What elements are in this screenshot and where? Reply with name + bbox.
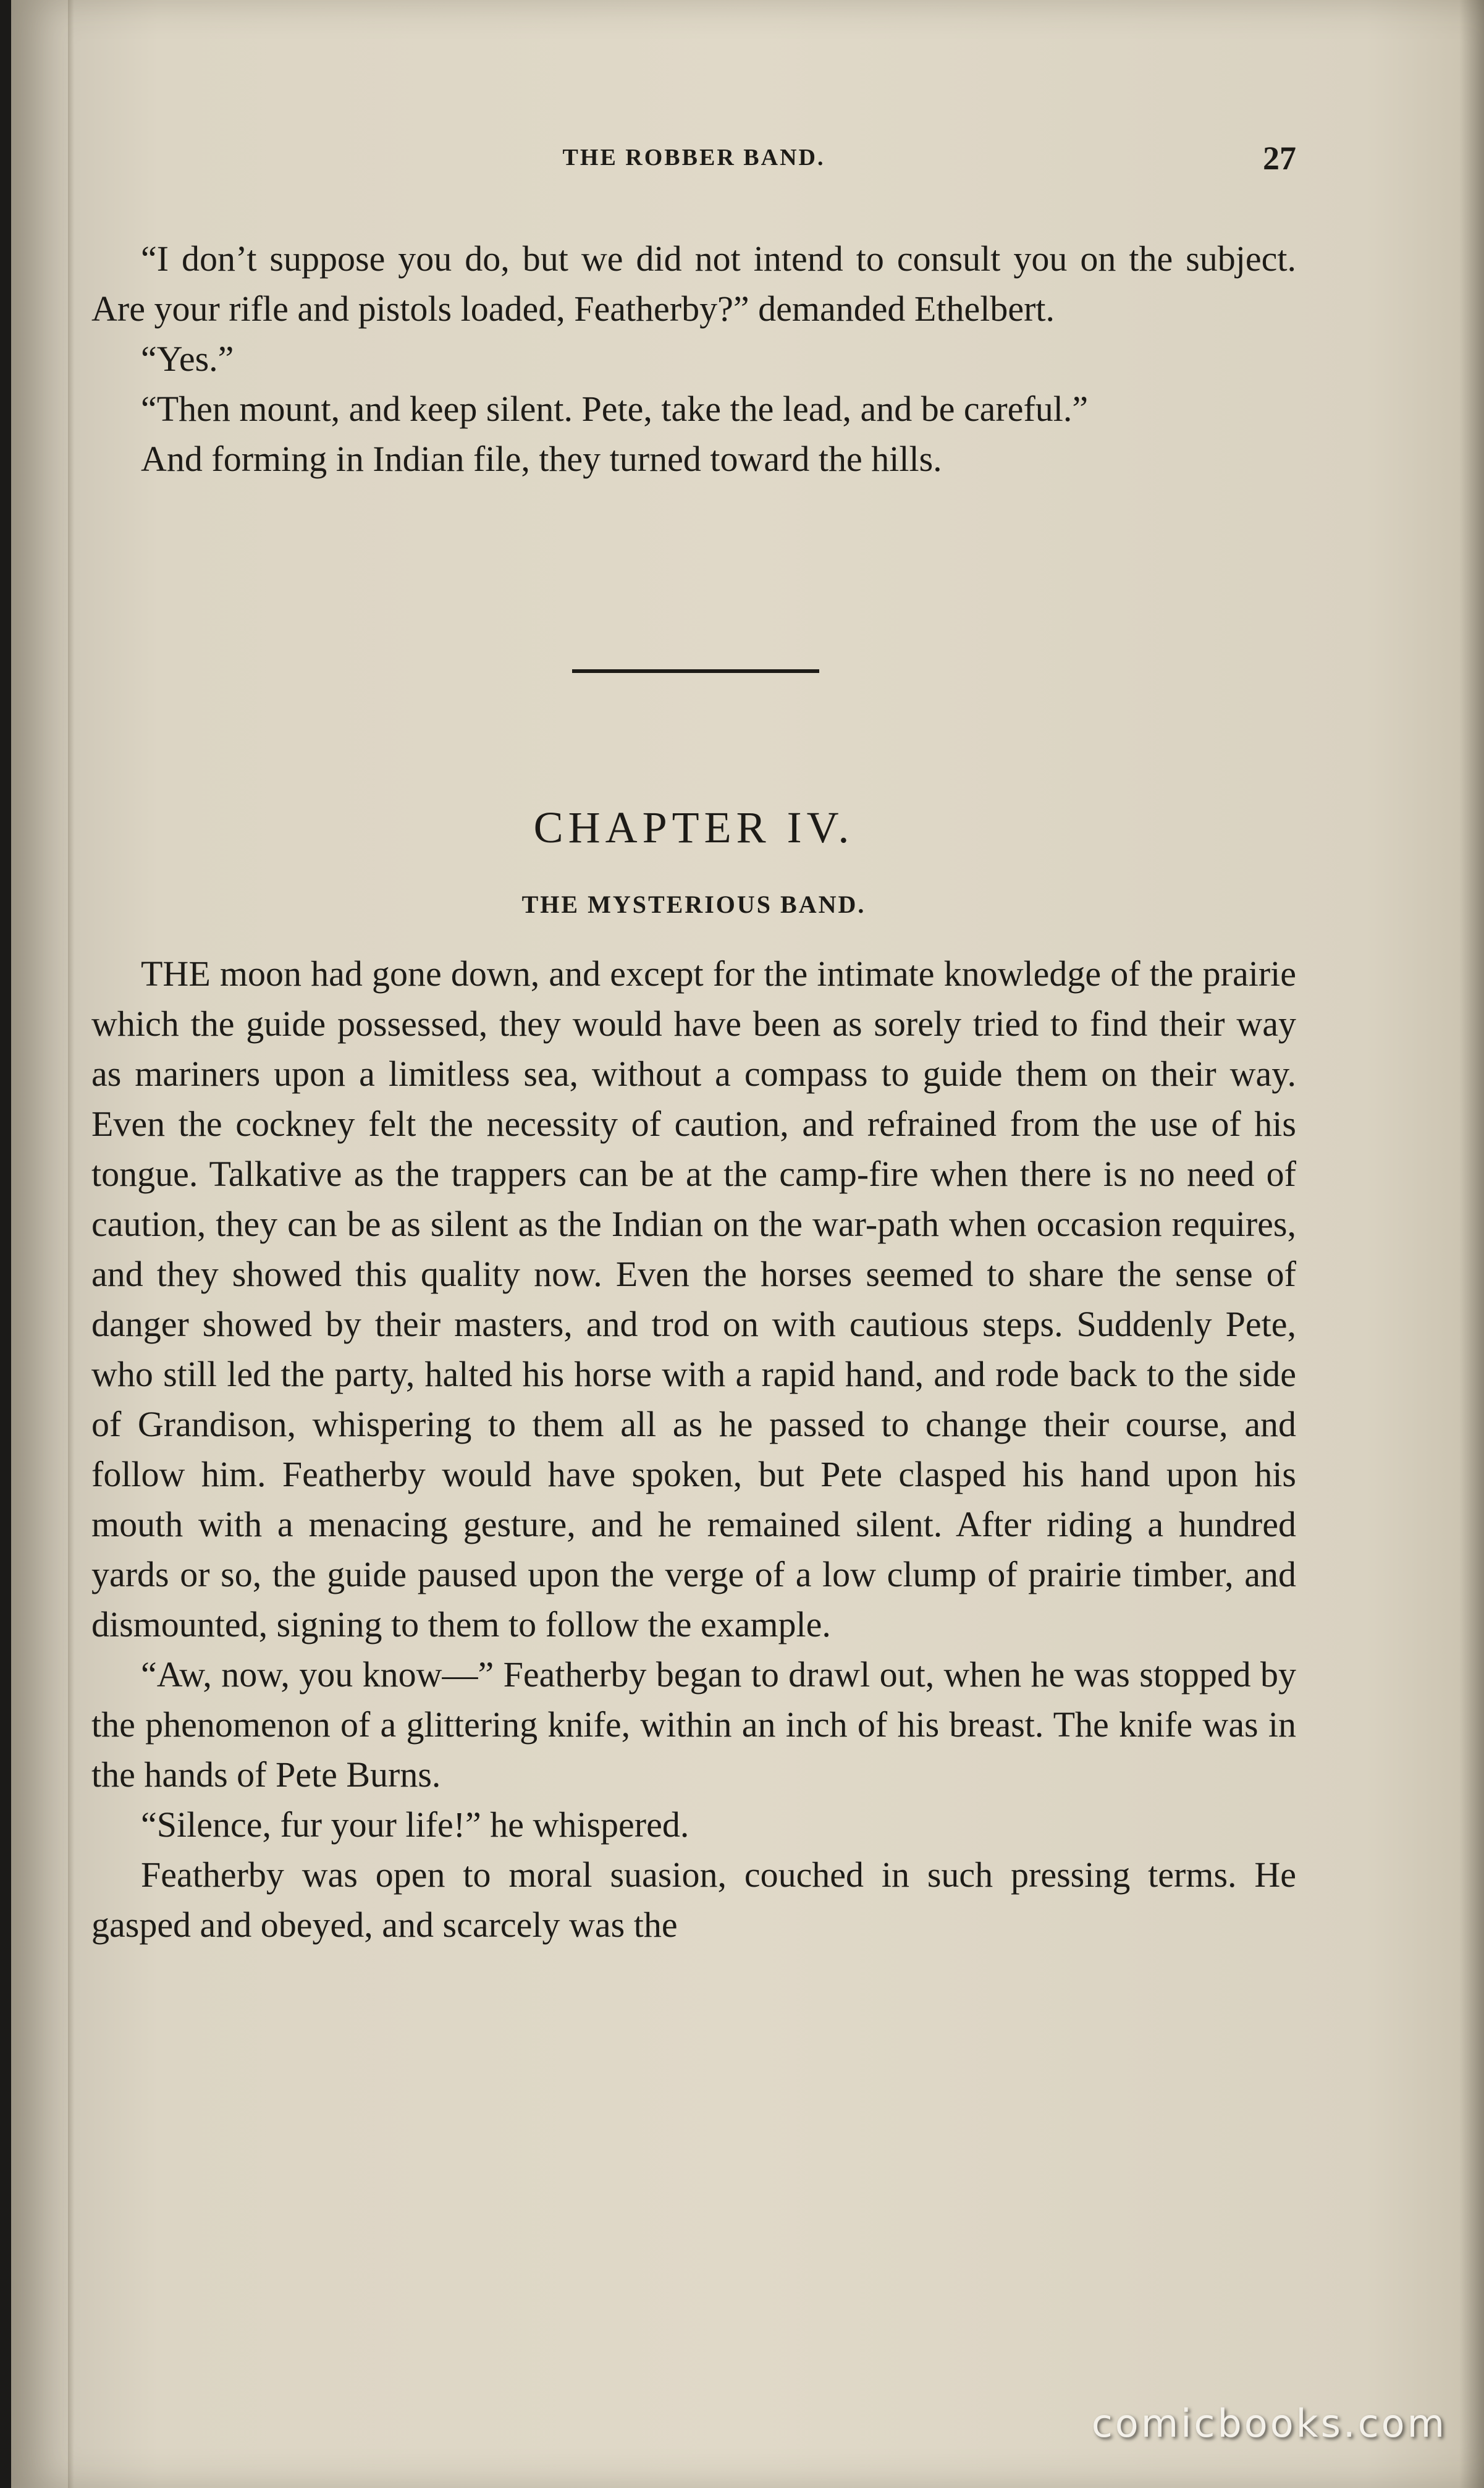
paragraph: “Aw, now, you know—” Featherby began to drawl out, when he was stopped by the phenomenon of a glittering knife, within an inch of his breast. The knife was in the hands of Pete Burns. — [91, 1654, 1296, 1795]
chapter-subtitle: THE MYSTERIOUS BAND. — [521, 891, 866, 918]
section-end-text — [91, 234, 1296, 484]
watermark: comicbooks.com — [1091, 2401, 1447, 2446]
paragraph: “Yes.” — [141, 339, 234, 379]
paragraph: “Silence, fur your life!” he whispered. — [141, 1805, 689, 1845]
running-head-title: THE ROBBER BAND. — [562, 145, 825, 171]
paragraph: Featherby was open to moral suasion, couched in such pressing terms. He gasped and obeyed, and scarcely was the — [91, 1855, 1296, 1945]
gutter-shadow — [68, 0, 74, 2488]
page-edge-shadow — [1459, 0, 1484, 2488]
chapter-body-text — [91, 949, 1296, 1950]
paragraph: And forming in Indian file, they turned toward the hills. — [141, 439, 942, 479]
paragraph: “I don’t suppose you do, but we did not intend to consult you on the subject. Are your rifle and pistols loaded, Featherby?” demanded Ethelbert. — [91, 239, 1296, 329]
book-page — [11, 0, 1484, 2488]
section-divider-rule — [572, 669, 819, 673]
chapter-title: CHAPTER IV. — [533, 803, 854, 852]
paragraph: THE moon had gone down, and except for the intimate knowledge of the prairie which the guide possessed, they would have been as sorely tried to find their way as mariners upon a limitless sea, without a compass to guide them on their way. Even the cockney felt the necessity of caution, and refrained from the use of his tongue. Talkative as the trappers can be at the camp-fire when there is no need of caution, they can be as silent as the Indian on the war-path when occasion requires, and they showed this quality now. Even the horses seemed to share the sense of danger showed by their masters, and trod on with cautious steps. Suddenly Pete, who still led the party, halted his horse with a rapid hand, and rode back to the side of Grandison, whispering to them all as he passed to change their course, and follow him. Featherby would have spoken, but Pete clasped his hand upon his mouth with a menacing gesture, and he remained silent. After riding a hundred yards or so, the guide paused upon the verge of a low clump of prairie timber, and dismounted, signing to them to follow the example. — [91, 954, 1296, 1644]
paragraph: “Then mount, and keep silent. Pete, take the lead, and be careful.” — [141, 389, 1089, 429]
running-head — [91, 139, 1296, 176]
page-number: 27 — [1263, 140, 1296, 177]
